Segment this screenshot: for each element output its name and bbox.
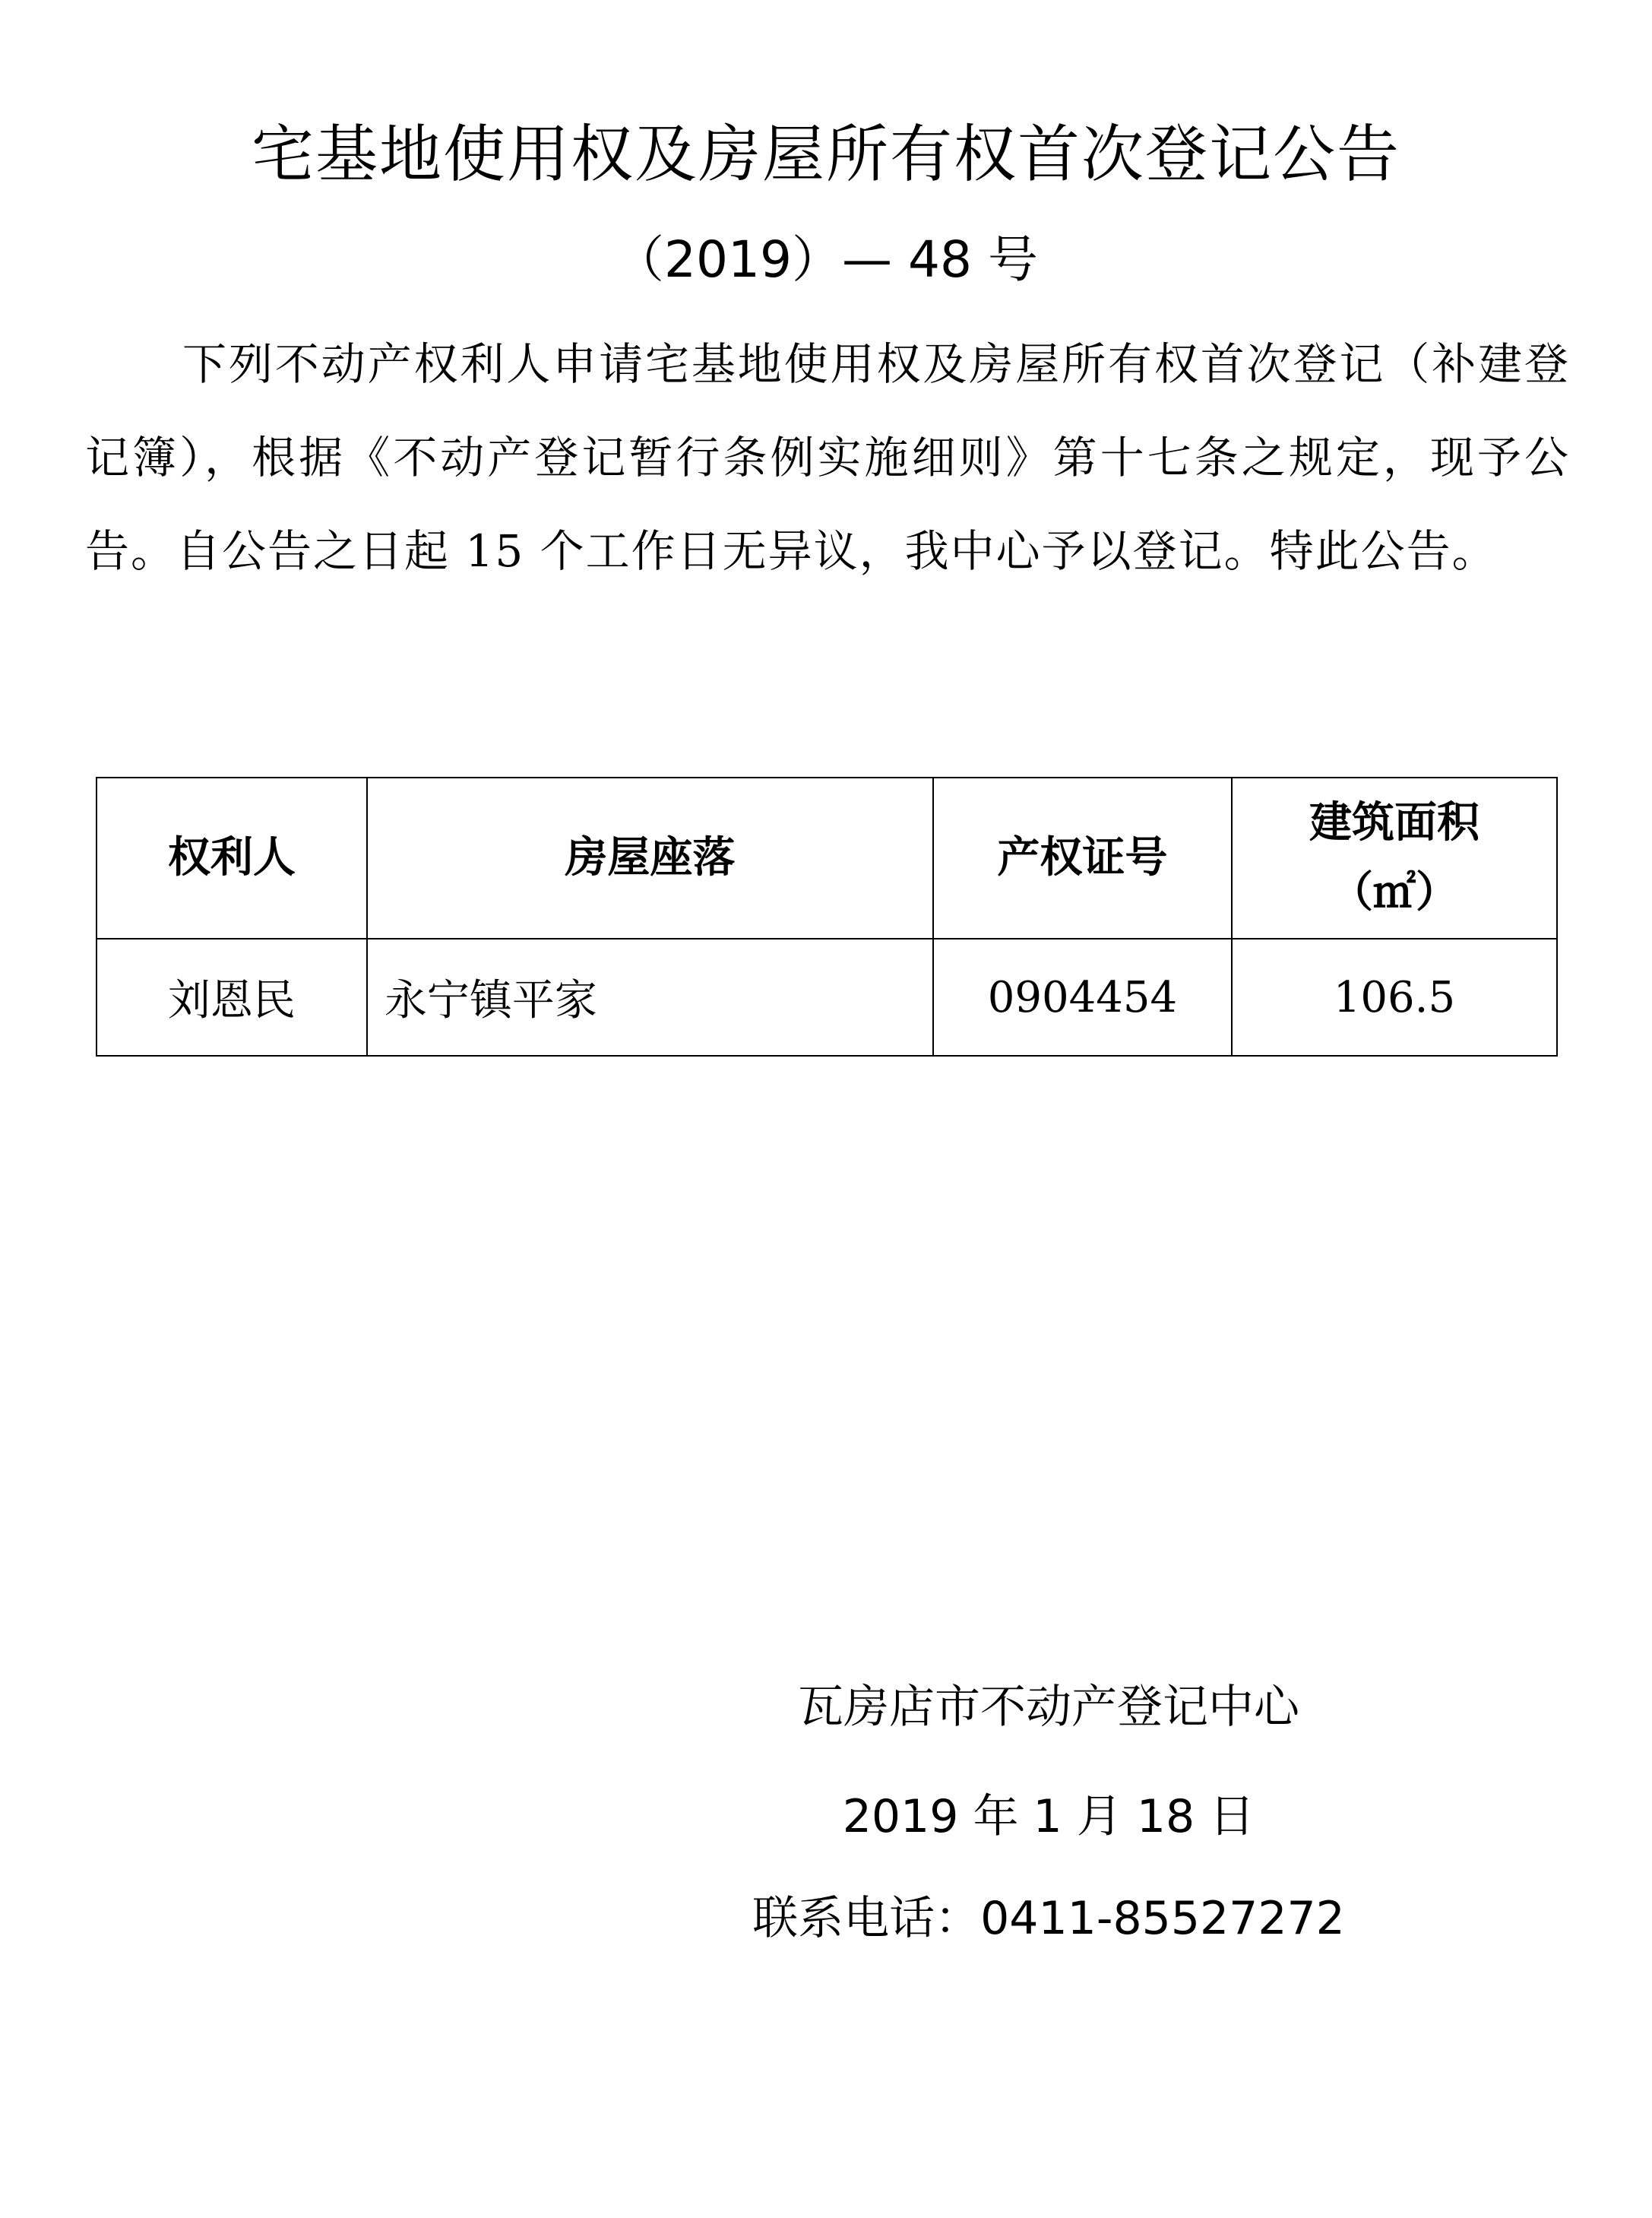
contact-phone: 联系电话：0411-85527272 [752, 1892, 1345, 1945]
issue-date: 2019 年 1 月 18 日 [842, 1790, 1255, 1843]
notice-body: 下列不动产权利人申请宅基地使用权及房屋所有权首次登记（补建登记簿），根据《不动产登记暂行条例实施细则》第十七条之规定，现予公告。自公告之日起 15 个工作日无异议，我中心予以登记。特此公告。 [85, 338, 1570, 577]
table-header-row [97, 778, 1557, 939]
header-holder: 权利人 [97, 778, 367, 939]
header-area-label: 建筑面积 [1309, 798, 1480, 848]
header-location: 房屋座落 [367, 778, 933, 939]
header-certificate: 产权证号 [933, 778, 1232, 939]
issuing-organization: 瓦房店市不动产登记中心 [798, 1681, 1299, 1734]
table-row [97, 939, 1557, 1056]
header-area-unit: （㎡） [1330, 868, 1458, 917]
cell-holder: 刘恩民 [97, 939, 367, 1056]
cell-certificate: 0904454 [933, 939, 1232, 1056]
document-number: （2019）— 48 号 [614, 230, 1038, 289]
registration-table [96, 777, 1558, 1057]
header-area [1232, 778, 1557, 939]
cell-area: 106.5 [1232, 939, 1557, 1056]
cell-location: 永宁镇平家 [367, 939, 933, 1056]
page-title: 宅基地使用权及房屋所有权首次登记公告 [251, 119, 1400, 191]
